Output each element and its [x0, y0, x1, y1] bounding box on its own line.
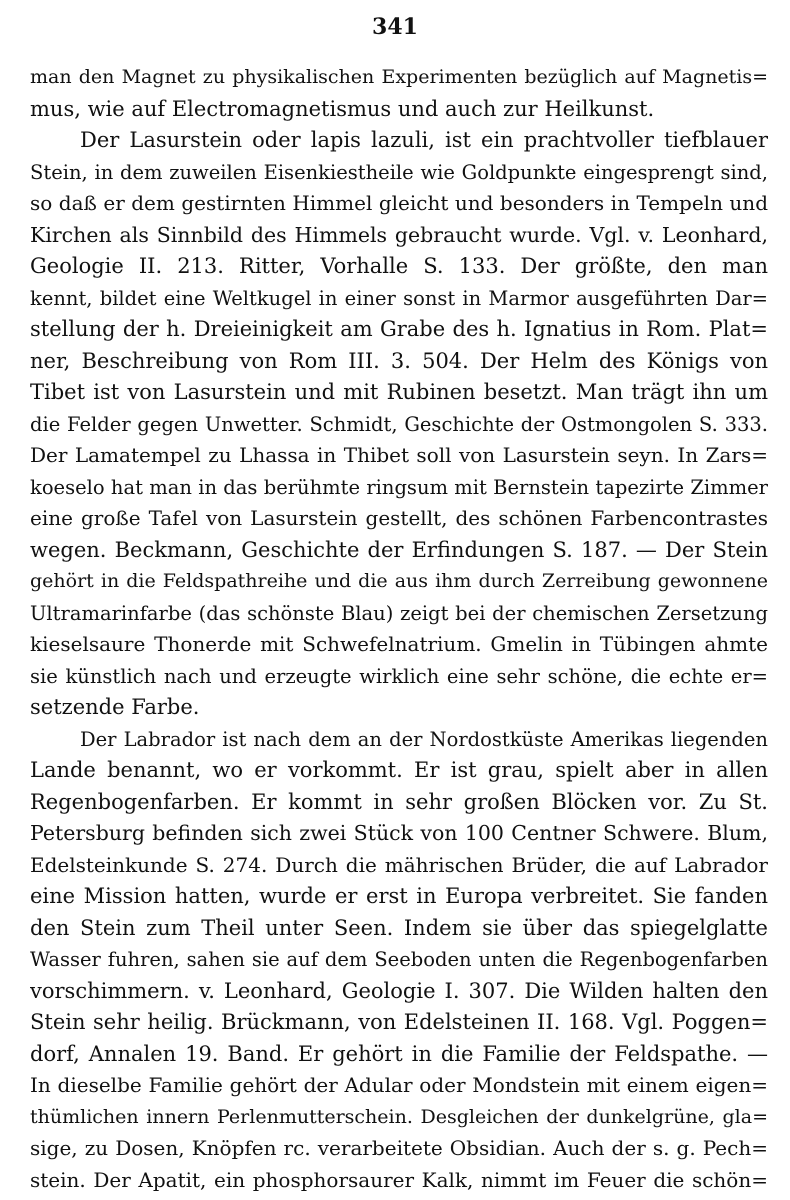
text-line: In dieselbe Familie gehört der Adular oder Mondstein mit einem eigen=: [30, 1073, 768, 1097]
text-line: Regenbogenfarben. Er kommt in sehr großen Blöcken vor. Zu St.: [30, 789, 768, 814]
text-line: kennt, bildet eine Weltkugel in einer sonst in Marmor ausgeführten Dar=: [30, 286, 768, 310]
text-line: dorf, Annalen 19. Band. Er gehört in die Familie der Feldspathe. —: [30, 1041, 768, 1066]
text-line: Lande benannt, wo er vorkommt. Er ist grau, spielt aber in allen: [30, 758, 768, 782]
text-line: Ultramarinfarbe (das schönste Blau) zeigt bei der chemischen Zersetzung: [30, 601, 768, 625]
text-line: Stein sehr heilig. Brückmann, von Edelsteinen II. 168. Vgl. Poggen=: [30, 1010, 768, 1034]
text-line: so daß er dem gestirnten Himmel gleicht und besonders in Tempeln und: [30, 191, 768, 215]
text-line: Geologie II. 213. Ritter, Vorhalle S. 133. Der größte, den man: [30, 254, 768, 278]
text-line: stellung der h. Dreieinigkeit am Grabe des h. Ignatius in Rom. Plat=: [30, 317, 768, 341]
text-line: Kirchen als Sinnbild des Himmels gebraucht wurde. Vgl. v. Leonhard,: [30, 222, 768, 247]
text-line: Stein, in dem zuweilen Eisenkiestheile wie Goldpunkte eingesprengt sind,: [30, 160, 768, 184]
text-line: sige, zu Dosen, Knöpfen rc. verarbeitete Obsidian. Auch der s. g. Pech=: [30, 1136, 768, 1160]
text-line: ner, Beschreibung von Rom III. 3. 504. Der Helm des Königs von: [30, 348, 768, 373]
text-line: stein. Der Apatit, ein phosphorsaurer Kalk, nimmt im Feuer die schön=: [30, 1167, 768, 1192]
text-line: Tibet ist von Lasurstein und mit Rubinen besetzt. Man trägt ihn um: [30, 380, 768, 404]
text-line: thümlichen innern Perlenmutterschein. Desgleichen der dunkelgrüne, gla=: [30, 1105, 768, 1128]
body-text: [30, 62, 768, 1196]
text-line: kieselsaure Thonerde mit Schwefelnatrium. Gmelin in Tübingen ahmte: [30, 632, 768, 656]
text-line: koeselo hat man in das berühmte ringsum mit Bernstein tapezirte Zimmer: [30, 475, 768, 499]
text-line: vorschimmern. v. Leonhard, Geologie I. 307. Die Wilden halten den: [30, 978, 768, 1003]
text-line: Der Lamatempel zu Lhassa in Thibet soll von Lasurstein seyn. In Zars=: [30, 443, 768, 467]
text-line: eine Mission hatten, wurde er erst in Europa verbreitet. Sie fanden: [30, 884, 768, 908]
text-line: man den Magnet zu physikalischen Experimenten bezüglich auf Magnetis=: [30, 66, 768, 88]
page-number: 341: [372, 14, 418, 40]
text-line: eine große Tafel von Lasurstein gestellt, des schönen Farbencontrastes: [30, 506, 768, 530]
paragraph-start-line: Der Lasurstein oder lapis lazuli, ist ein prachtvoller tiefblauer: [80, 128, 768, 152]
text-line: Petersburg befinden sich zwei Stück von 100 Centner Schwere. Blum,: [30, 821, 768, 845]
text-line: wegen. Beckmann, Geschichte der Erfindungen S. 187. — Der Stein: [30, 537, 768, 562]
text-line: mus, wie auf Electromagnetismus und auch zur Heilkunst.: [30, 96, 655, 121]
text-line: setzende Farbe.: [30, 695, 200, 719]
paragraph-start-line: Der Labrador ist nach dem an der Nordostküste Amerikas liegenden: [80, 727, 768, 751]
text-line: gehört in die Feldspathreihe und die aus ihm durch Zerreibung gewonnene: [30, 570, 768, 592]
text-line: die Felder gegen Unwetter. Schmidt, Geschichte der Ostmongolen S. 333.: [30, 412, 768, 436]
text-line: den Stein zum Theil unter Seen. Indem sie über das spiegelglatte: [30, 915, 768, 940]
text-line: Edelsteinkunde S. 274. Durch die mährischen Brüder, die auf Labrador: [30, 852, 768, 877]
text-line: Wasser fuhren, sahen sie auf dem Seeboden unten die Regenbogenfarben: [30, 948, 768, 971]
text-line: sie künstlich nach und erzeugte wirklich eine sehr schöne, die echte er=: [30, 664, 768, 688]
